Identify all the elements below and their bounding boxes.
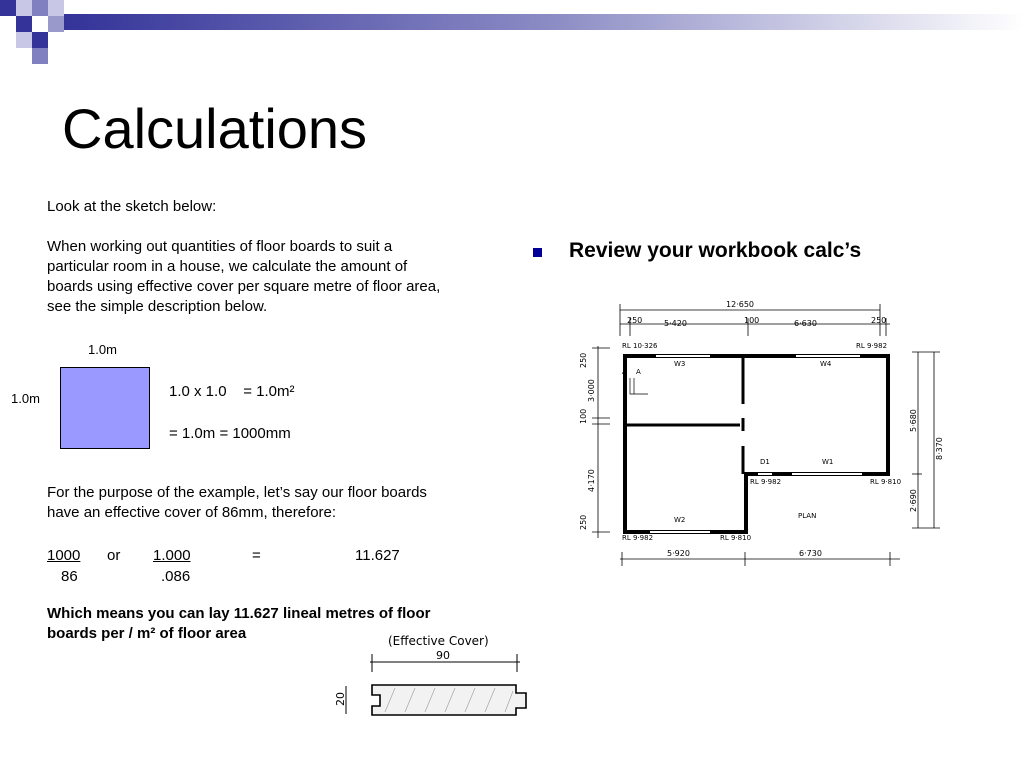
plan-top-dim-1: 250 (627, 316, 643, 325)
fraction-equals: = (252, 547, 261, 564)
square-top-label: 1.0m (88, 342, 117, 357)
plan-rl-top-left: RL 10·326 (622, 342, 658, 350)
fraction-or: or (107, 547, 121, 564)
plan-section-a-right: A (636, 368, 641, 376)
bullet-review-workbook: Review your workbook calc’s (569, 239, 862, 262)
bullet-square-icon (533, 248, 542, 257)
page-title: Calculations (62, 97, 368, 160)
plan-section-a-left: A (622, 368, 627, 376)
fraction-denominator-2: .086 (161, 568, 191, 585)
plan-windows (650, 356, 862, 532)
floor-board-sketch (330, 628, 530, 720)
fraction-numerator-2: 1.000 (153, 547, 191, 564)
plan-window-w3: W3 (674, 360, 686, 368)
plan-top-dim-2: 5·420 (664, 319, 687, 328)
plan-window-w1: W1 (822, 458, 834, 466)
square-metre-box (60, 367, 150, 449)
plan-window-w2: W2 (674, 516, 686, 524)
plan-rl-bottom-middle: RL 9·810 (720, 534, 752, 542)
paragraph-effective-cover: When working out quantities of floor boards to suit a particular room in a house, we calculate the amount of boards using effective cover per square metre of floor area, see the simple description below. (47, 238, 441, 315)
plan-outer-walls (625, 356, 888, 532)
fraction-numerator-1: 1000 (47, 547, 81, 564)
plan-left-dim-2: 3·000 (587, 379, 596, 402)
plan-top-dim-5: 250 (871, 316, 887, 325)
plan-right-overall: 8·370 (935, 437, 944, 460)
paragraph-example: For the purpose of the example, let’s say our floor boards have an effective cover of 86mm, therefore: (47, 484, 427, 521)
fraction-result: 11.627 (355, 547, 400, 564)
plan-right-dim-1: 5·680 (909, 409, 918, 432)
square-side-label: 1.0m (11, 391, 40, 406)
plan-rl-top-right: RL 9·982 (856, 342, 888, 350)
plan-left-dim-4: 4·170 (587, 469, 596, 492)
floor-plan-drawing (570, 296, 970, 570)
fraction-denominator-1: 86 (61, 568, 78, 585)
plan-bottom-dim-1: 5·920 (667, 549, 690, 558)
plan-left-dim-1: 250 (579, 352, 588, 368)
plan-section-marker (630, 378, 648, 394)
plan-overall-top: 12·650 (726, 300, 754, 309)
plan-bottom-dim-2: 6·730 (799, 549, 822, 558)
intro-text: Look at the sketch below: (47, 198, 217, 215)
board-profile (372, 685, 526, 715)
plan-left-dim-3: 100 (579, 408, 588, 424)
plan-rl-right: RL 9·810 (870, 478, 902, 486)
plan-rl-bottom-left: RL 9·982 (622, 534, 654, 542)
board-width-label: 90 (436, 649, 450, 662)
plan-top-dim-4: 6·630 (794, 319, 817, 328)
square-calc-line2: = 1.0m = 1000mm (169, 425, 291, 442)
plan-top-dim-3: 100 (744, 316, 760, 325)
plan-label: PLAN (798, 512, 817, 520)
square-calc-line1: 1.0 x 1.0 = 1.0m² (169, 383, 295, 400)
plan-rl-middle: RL 9·982 (750, 478, 782, 486)
board-thickness-label: 20 (334, 692, 347, 706)
plan-left-dim-5: 250 (579, 514, 588, 530)
conclusion-text: Which means you can lay 11.627 lineal metres of floor boards per / m² of floor area (47, 605, 431, 642)
plan-door-d1: D1 (760, 458, 770, 466)
effective-cover-label: (Effective Cover) (388, 634, 489, 648)
plan-right-dim-2: 2·690 (909, 489, 918, 512)
plan-window-w4: W4 (820, 360, 832, 368)
